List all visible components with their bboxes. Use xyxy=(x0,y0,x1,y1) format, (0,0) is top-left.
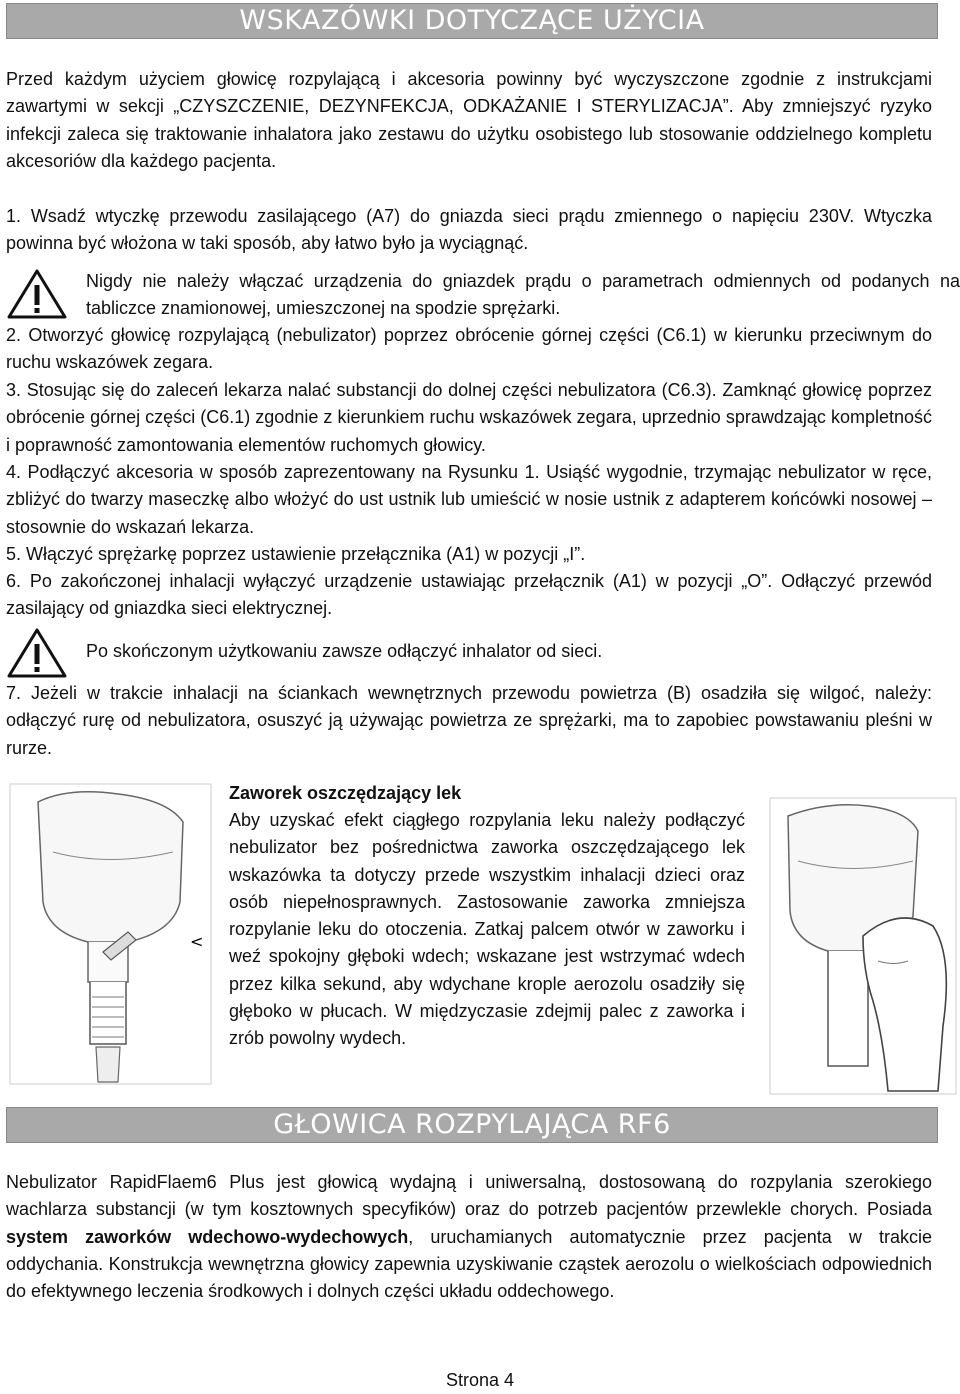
step-3: 3. Stosując się do zaleceń lekarza nalać substancji do dolnej części nebulizatora (C6.3). Zamknąć głowicę poprzez obrócenie górnej części (C6.1) zgodnie z kierunkiem ruchu wskazówek zegara, uprzednio sprawdzając kompletność i poprawność zamontowania elementów ruchomych głowicy. xyxy=(6,380,932,455)
nebulizer-valve-illustration xyxy=(8,782,213,1087)
step-6: 6. Po zakończonej inhalacji wyłączyć urządzenie ustawiając przełącznik (A1) w pozycji „O”. Odłączyć przewód zasilający od gniazdka sieci elektrycznej. xyxy=(6,571,932,619)
warning-2: Po skończonym użytkowaniu zawsze odłączyć inhalator od sieci. xyxy=(86,641,603,661)
step-7: 7. Jeżeli w trakcie inhalacji na ściankach wewnętrznych przewodu powietrza (B) osadziła się wilgoć, należy: odłączyć rurę od nebulizatora, osuszyć ją używając powietrza ze sprężarki, ma to zapobiec powstawaniu pleśni w rurze. xyxy=(6,683,932,758)
description-text-b: , uruchamianych automatycznie przez pacjenta w trakcie oddychania. Konstrukcja wewnętrzna głowicy zapewnia uzyskiwanie cząstek aerozolu o wielkościach odpowiednich do efektywnego leczenia środkowych i dolnych części układu oddechowego. xyxy=(6,1226,932,1302)
valve-title: Zaworek oszczędzający lek xyxy=(229,783,462,803)
step-5: 5. Włączyć sprężarkę poprzez ustawienie przełącznika (A1) w pozycji „I”. xyxy=(6,544,586,564)
step-1: 1. Wsadź wtyczkę przewodu zasilającego (A7) do gniazda sieci prądu zmiennego o napięciu 230V. Wtyczka powinna być włożona w taki sposób, aby łatwo było ja wyciągnąć. xyxy=(6,206,932,254)
svg-text:<: < xyxy=(190,932,204,951)
warning-triangle-icon xyxy=(6,268,68,320)
page-number: Strona 4 xyxy=(445,1370,515,1390)
nebulizer-description xyxy=(6,1169,932,1305)
section-title-usage: WSKAZÓWKI DOTYCZĄCE UŻYCIA xyxy=(6,3,938,39)
finger-on-valve-illustration xyxy=(768,796,958,1096)
intro-paragraph: Przed każdym użyciem głowicę rozpylającą i akcesoria powinny być wyczyszczone zgodnie z instrukcjami zawartymi w sekcji „CZYSZCZENIE, DEZYNFEKCJA, ODKAŻANIE I STERYLIZACJA”. Aby zmniejszyć ryzyko infekcji zaleca się traktowanie inhalatora jako zestawu do użytku osobistego lub stosowanie oddzielnego kompletu akcesoriów dla każdego pacjenta. xyxy=(6,69,932,171)
valve-body: Aby uzyskać efekt ciągłego rozpylania leku należy podłączyć nebulizator bez pośrednictwa zaworka oszczędzającego lek wskazówka ta dotyczy przede wszystkim inhalacji dzieci oraz osób niepełnosprawnych. Zastosowanie zaworka zmniejsza rozpylanie leku do otoczenia. Zatkaj palcem otwór w zaworku i weź spokojny głęboki wdech; wskazane jest wstrzymać wdech przez kilka sekund, aby wdychane krople aerozolu osadziły się głęboko w płucach. W międzyczasie zdejmij palec z zaworka i zrób powolny wydech. xyxy=(229,810,745,1049)
description-text-a: Nebulizator RapidFlaem6 Plus jest głowicą wydajną i uniwersalną, dostosowaną do rozpylania szerokiego wachlarza substancji (w tym kosztownych specyfików) oraz do potrzeb pacjentów przewlekle chorych. Posiada xyxy=(6,1172,932,1220)
warning-triangle-icon xyxy=(6,627,68,679)
description-bold-text: system zaworków wdechowo-wydechowych xyxy=(6,1226,409,1247)
section-title-nebulizer: GŁOWICA ROZPYLAJĄCA RF6 xyxy=(6,1107,938,1143)
step-4: 4. Podłączyć akcesoria w sposób zaprezentowany na Rysunku 1. Usiąść wygodnie, trzymając nebulizator w ręce, zbliżyć do twarzy maseczkę albo włożyć do ust ustnik lub umieścić w nosie ustnik z adapterem końcówki nosowej – stosownie do wskazań lekarza. xyxy=(6,462,932,537)
step-2: 2. Otworzyć głowicę rozpylającą (nebulizator) poprzez obrócenie górnej części (C6.1) w kierunku przeciwnym do ruchu wskazówek zegara. xyxy=(6,325,932,373)
warning-1: Nigdy nie należy włączać urządzenia do gniazdek prądu o parametrach odmiennych od podanych na tabliczce znamionowej, umieszczonej na spodzie sprężarki. xyxy=(86,271,960,319)
